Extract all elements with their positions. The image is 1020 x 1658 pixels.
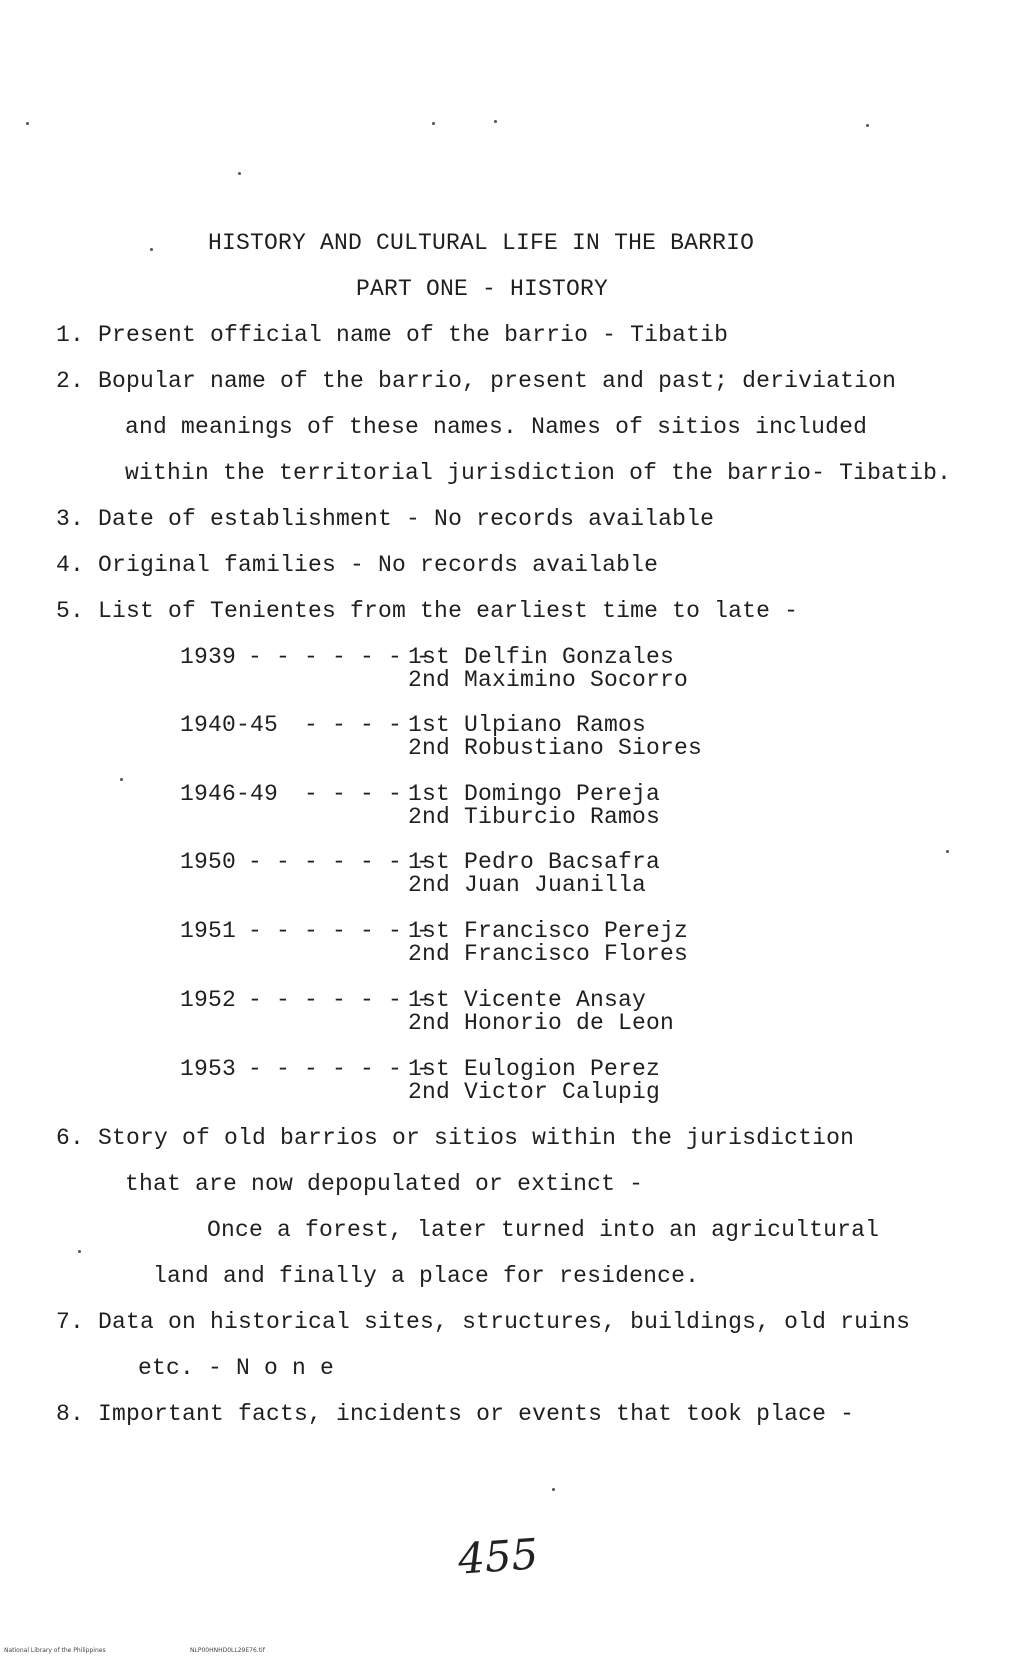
scan-speck xyxy=(552,1488,555,1491)
teniente-second: 2nd Honorio de Leon xyxy=(408,1010,675,1036)
teniente-dashes: - - - - xyxy=(304,781,403,807)
teniente-first: 1st Ulpiano Ramos xyxy=(408,712,647,738)
scan-speck xyxy=(866,124,869,127)
scan-speck xyxy=(78,1250,81,1253)
document-title: HISTORY AND CULTURAL LIFE IN THE BARRIO xyxy=(208,230,755,256)
scan-speck xyxy=(26,122,29,125)
teniente-first: 1st Francisco Perejz xyxy=(408,918,689,944)
scan-speck xyxy=(946,850,949,853)
item-6-line-1: 6. Story of old barrios or sitios within the jurisdiction xyxy=(56,1125,855,1151)
teniente-second: 2nd Juan Juanilla xyxy=(408,872,647,898)
teniente-first: 1st Eulogion Perez xyxy=(408,1056,661,1082)
teniente-dashes: - - - - - - - xyxy=(248,918,431,944)
teniente-year: 1953 xyxy=(180,1056,237,1082)
teniente-second: 2nd Victor Calupig xyxy=(408,1079,661,1105)
footer-library-credit: National Library of the Philippines xyxy=(4,1647,106,1654)
item-8: 8. Important facts, incidents or events that took place - xyxy=(56,1401,855,1427)
teniente-dashes: - - - - - - - xyxy=(248,849,431,875)
teniente-year: 1946-49 xyxy=(180,781,279,807)
item-7-line-1: 7. Data on historical sites, structures, buildings, old ruins xyxy=(56,1309,911,1335)
scan-speck xyxy=(238,172,241,175)
handwritten-page-number: 455 xyxy=(456,1529,540,1584)
item-4: 4. Original families - No records available xyxy=(56,552,659,578)
item-2-line-2: and meanings of these names. Names of sitios included xyxy=(125,414,868,440)
teniente-second: 2nd Maximino Socorro xyxy=(408,667,689,693)
scan-speck xyxy=(120,778,123,781)
scan-speck xyxy=(494,120,497,123)
teniente-year: 1939 xyxy=(180,644,237,670)
item-3: 3. Date of establishment - No records available xyxy=(56,506,715,532)
item-1: 1. Present official name of the barrio - Tibatib xyxy=(56,322,729,348)
teniente-dashes: - - - - - - - xyxy=(248,1056,431,1082)
item-7-line-2: etc. - N o n e xyxy=(138,1355,335,1381)
teniente-second: 2nd Francisco Flores xyxy=(408,941,689,967)
teniente-first: 1st Domingo Pereja xyxy=(408,781,661,807)
teniente-year: 1940-45 xyxy=(180,712,279,738)
teniente-dashes: - - - - - - - xyxy=(248,987,431,1013)
item-2-line-3: within the territorial jurisdiction of the barrio- Tibatib. xyxy=(125,460,952,486)
teniente-first: 1st Delfin Gonzales xyxy=(408,644,675,670)
teniente-second: 2nd Tiburcio Ramos xyxy=(408,804,661,830)
teniente-year: 1950 xyxy=(180,849,237,875)
item-6-answer-line-1: Once a forest, later turned into an agricultural xyxy=(207,1217,880,1243)
teniente-dashes: - - - - - - - xyxy=(248,644,431,670)
item-2-line-1: 2. Bopular name of the barrio, present and past; deriviation xyxy=(56,368,897,394)
item-6-line-2: that are now depopulated or extinct - xyxy=(125,1171,644,1197)
teniente-second: 2nd Robustiano Siores xyxy=(408,735,703,761)
teniente-year: 1951 xyxy=(180,918,237,944)
teniente-first: 1st Pedro Bacsafra xyxy=(408,849,661,875)
teniente-first: 1st Vicente Ansay xyxy=(408,987,647,1013)
teniente-year: 1952 xyxy=(180,987,237,1013)
scan-speck xyxy=(432,122,435,125)
footer-file-name: NLP00HNHD0LL29E76.tif xyxy=(190,1647,265,1654)
item-6-answer-line-2: land and finally a place for residence. xyxy=(153,1263,700,1289)
scan-speck xyxy=(150,248,153,251)
teniente-dashes: - - - - xyxy=(304,712,403,738)
item-5: 5. List of Tenientes from the earliest time to late - xyxy=(56,598,799,624)
document-subtitle: PART ONE - HISTORY xyxy=(356,276,609,302)
